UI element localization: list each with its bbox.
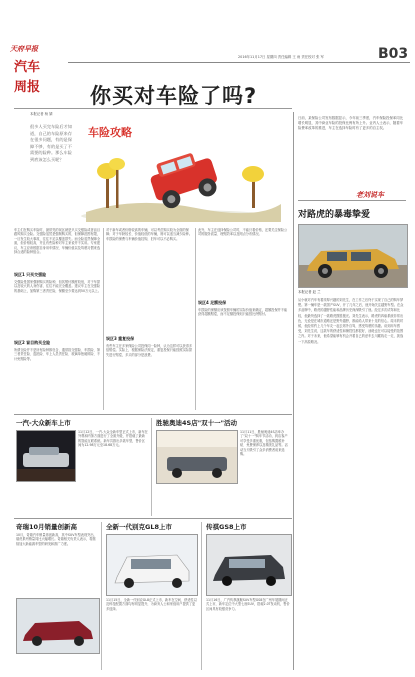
- box5-photo: [206, 534, 292, 596]
- sub-heading-4: 误区4 足额投保: [198, 300, 227, 305]
- sub-text-2: 所谓全险并不是所有险种都包含，通常指交强险、车损险、第三者责任险、盗抢险、车上人员责任险、玻璃单独破碎险、不计免赔险等。: [14, 348, 101, 361]
- col-divider-1: [103, 228, 104, 410]
- box3-photo-svg: [17, 599, 99, 653]
- sub-heading-3: 误区3 重复投保: [106, 336, 135, 341]
- main-headline: 你买对车险了吗?: [90, 84, 258, 108]
- sidebar-story-headline: 对路虎的暴毒挚爱: [298, 210, 371, 220]
- cartoon-illustration: [76, 116, 286, 222]
- sidebar-bottom-divider: [293, 412, 294, 670]
- box1-photo: [16, 430, 76, 482]
- sidebar-logo: 老刘说车: [356, 191, 384, 199]
- suv-photo: [298, 224, 408, 288]
- sidebar-rule: [298, 200, 406, 201]
- sub-heading-2: 误区2 盲目购买全险: [14, 340, 51, 345]
- column-title-bottom: 周报: [14, 80, 41, 95]
- date-line: 2016年11月17日 星期四 责任编辑 王 雨 责任校对 张 军: [238, 55, 324, 59]
- sub-text-1: 交强险是国家强制购买的险种，但其赔付额度较低，对于车损以及较大的人身伤害，往往不能完全覆盖。建议车主在交强险的基础上，加购第三者责任险，保额至少要达到50万元以上。: [14, 280, 101, 293]
- masthead: [8, 40, 410, 72]
- headline-rule: [14, 108, 292, 109]
- box1-text: 11月12日，一汽-大众全新车型正式上市，新车在外观和内饰方面进行了全面升级，并搭载了最新的智能互联系统。新车共推出多款车型，售价区间为12.98万元至18.68万元。: [78, 430, 148, 448]
- col-divider-2: [195, 228, 196, 410]
- news-box-1: [14, 418, 150, 516]
- cartoon-title: 车险攻略: [88, 127, 132, 139]
- news-box-4: [104, 522, 200, 670]
- sidebar-story-text: 从小就对汽车有着浓厚兴趣的刘先生，在工作之后终于实现了自己的购车梦想。第一辆车是一款国产SUV，开了几年之后，他开始关注越野车型。在众多品牌中，路虎的越野性能和品牌历史深深吸引了他。经过多次试驾和比较，他最终选择了一款路虎揽胜极光。刘先生表示，路虎的四驱系统非常出色，无论是在城市道路还是野外越野，都能给人带来十足的信心。周末的时候，他经常约上几个车友一起去郊外自驾，感受驾驶的乐趣。谈到用车感受，刘先生说，这款车的舒适性和操控性都很好，油耗也在可以接受的范围之内。对于未来，他希望能够有机会开着自己的爱车去川藏线走一走，挑战一下高原路况。: [298, 298, 404, 344]
- box2-photo: [156, 430, 238, 484]
- box3-photo: [16, 598, 100, 654]
- main-body-col3: 此外，车主在选择保险公司时，不能只看价格，还要关注保险公司的服务质量、理赔效率以及网点分布情况。: [198, 228, 288, 237]
- news-box-3: [14, 522, 100, 670]
- box4-text: 11月15日，全新一代别克GL8正式上市，新车在空间、舒适性以及科技配置方面均有明显提升，为商务人士和家庭用户提供了更多选择。: [106, 598, 197, 611]
- box4-photo: [106, 534, 198, 596]
- box5-text: 11月16日，广汽传祺旗舰SUV车型GS8在广州车展期间正式上市，新车定位中大型七座SUV，搭载2.0T发动机，售价区间具有较强竞争力。: [206, 598, 290, 611]
- sidebar-lead: 日前，某保险公司发布数据显示，今年前三季度，汽车保险投保率同比增长明显，其中商业车险的投保比例有所上升。业内人士表示，随着车险费率改革的推进，车主在选择车险时有了更多的自主权。: [298, 116, 404, 130]
- bottom-col-divider-2: [101, 522, 102, 670]
- box2-title: 胜驰奥迪4S店"双十一"活动: [156, 419, 237, 427]
- box5-title: 传祺GS8上市: [206, 523, 247, 531]
- sub-text-3: 有些车主在多家保险公司投保同一险种，认为这样可以获得多倍赔偿。实际上，根据保险法规定，重复投保只能按照实际损失进行赔偿，多买的部分是浪费。: [106, 344, 193, 357]
- news-box-5: [204, 522, 292, 670]
- bottom-col-divider-1: [151, 418, 152, 516]
- main-intro: 很多人买完车险后才知道，自己的车险原来存在很多问题，有的是保障不够，有的是买了不需要的险种。那么车险到底该怎么买呢？: [30, 124, 72, 162]
- column-title-top: 汽车: [14, 60, 41, 75]
- box4-title: 全新一代别克GL8上市: [106, 523, 172, 531]
- box1-photo-svg: [17, 431, 75, 481]
- bottom-col-divider-3: [201, 522, 202, 670]
- page-number: B03: [378, 46, 409, 62]
- main-body-col2: 对于新车或者价格较高的车辆，可以考虑购买较为全面的保障；对于车龄较长、价值较低的车辆，则可以适当减少险种。车损险的保费与车辆价值挂钩，旧车可以不必购买。: [106, 228, 193, 241]
- sidebar-story-byline: 本报记者 赵 兰: [298, 290, 321, 294]
- paper-logo: 天府早报: [10, 45, 38, 53]
- box3-text: 10月，奇瑞汽车销量再创新高，其中SUV车型表现突出，瑞虎系列销量同比大幅增长。奇瑞相关负责人表示，将继续加大新能源车型的研发和推广力度。: [16, 533, 97, 546]
- box5-photo-svg: [207, 535, 291, 595]
- masthead-divider: [68, 62, 410, 63]
- box3-title: 奇瑞10月销量创新高: [16, 523, 78, 531]
- box1-title: 一汽-大众新车上市: [16, 419, 71, 427]
- cartoon-svg: [76, 116, 286, 222]
- sub-text-4: 车损险的保额应该按照车辆的实际价值来确定，超额投保并不能获得超额赔偿，而不足额投保则只能按比例赔付。: [198, 308, 288, 317]
- box2-photo-svg: [157, 431, 237, 483]
- box2-text: 11月11日，胜驰奥迪4S店举办了"双十一"购车节活动，到店客户可享受多重优惠，包括购置税补贴、免费保养以及精美礼品等。活动当天吸引了众多消费者前来选购。: [240, 430, 288, 457]
- main-byline: 本报记者 杨 婧: [30, 112, 53, 116]
- main-right-divider: [293, 112, 294, 412]
- bottom-mid-rule: [14, 518, 292, 519]
- bottom-top-rule: [14, 414, 292, 415]
- suv-photo-svg: [299, 225, 407, 287]
- main-body-col1: 车主们在购买车险时，最常见的误区就是只买交强险或者盲目跟风购买全险。交强险虽然是强制购买的，但保障范围有限，一旦发生较大事故，往往不足以覆盖损失。而全险虽然保障全面，但价格较高，并且有些险种对车主来说并不实用。专家建议，车主应该根据自身用车情况、车辆价值以及驾驶习惯来选择合适的险种组合。: [14, 228, 101, 255]
- news-box-2: [154, 418, 292, 516]
- sub-heading-1: 误区1 只买交强险: [14, 272, 47, 277]
- box4-photo-svg: [107, 535, 197, 595]
